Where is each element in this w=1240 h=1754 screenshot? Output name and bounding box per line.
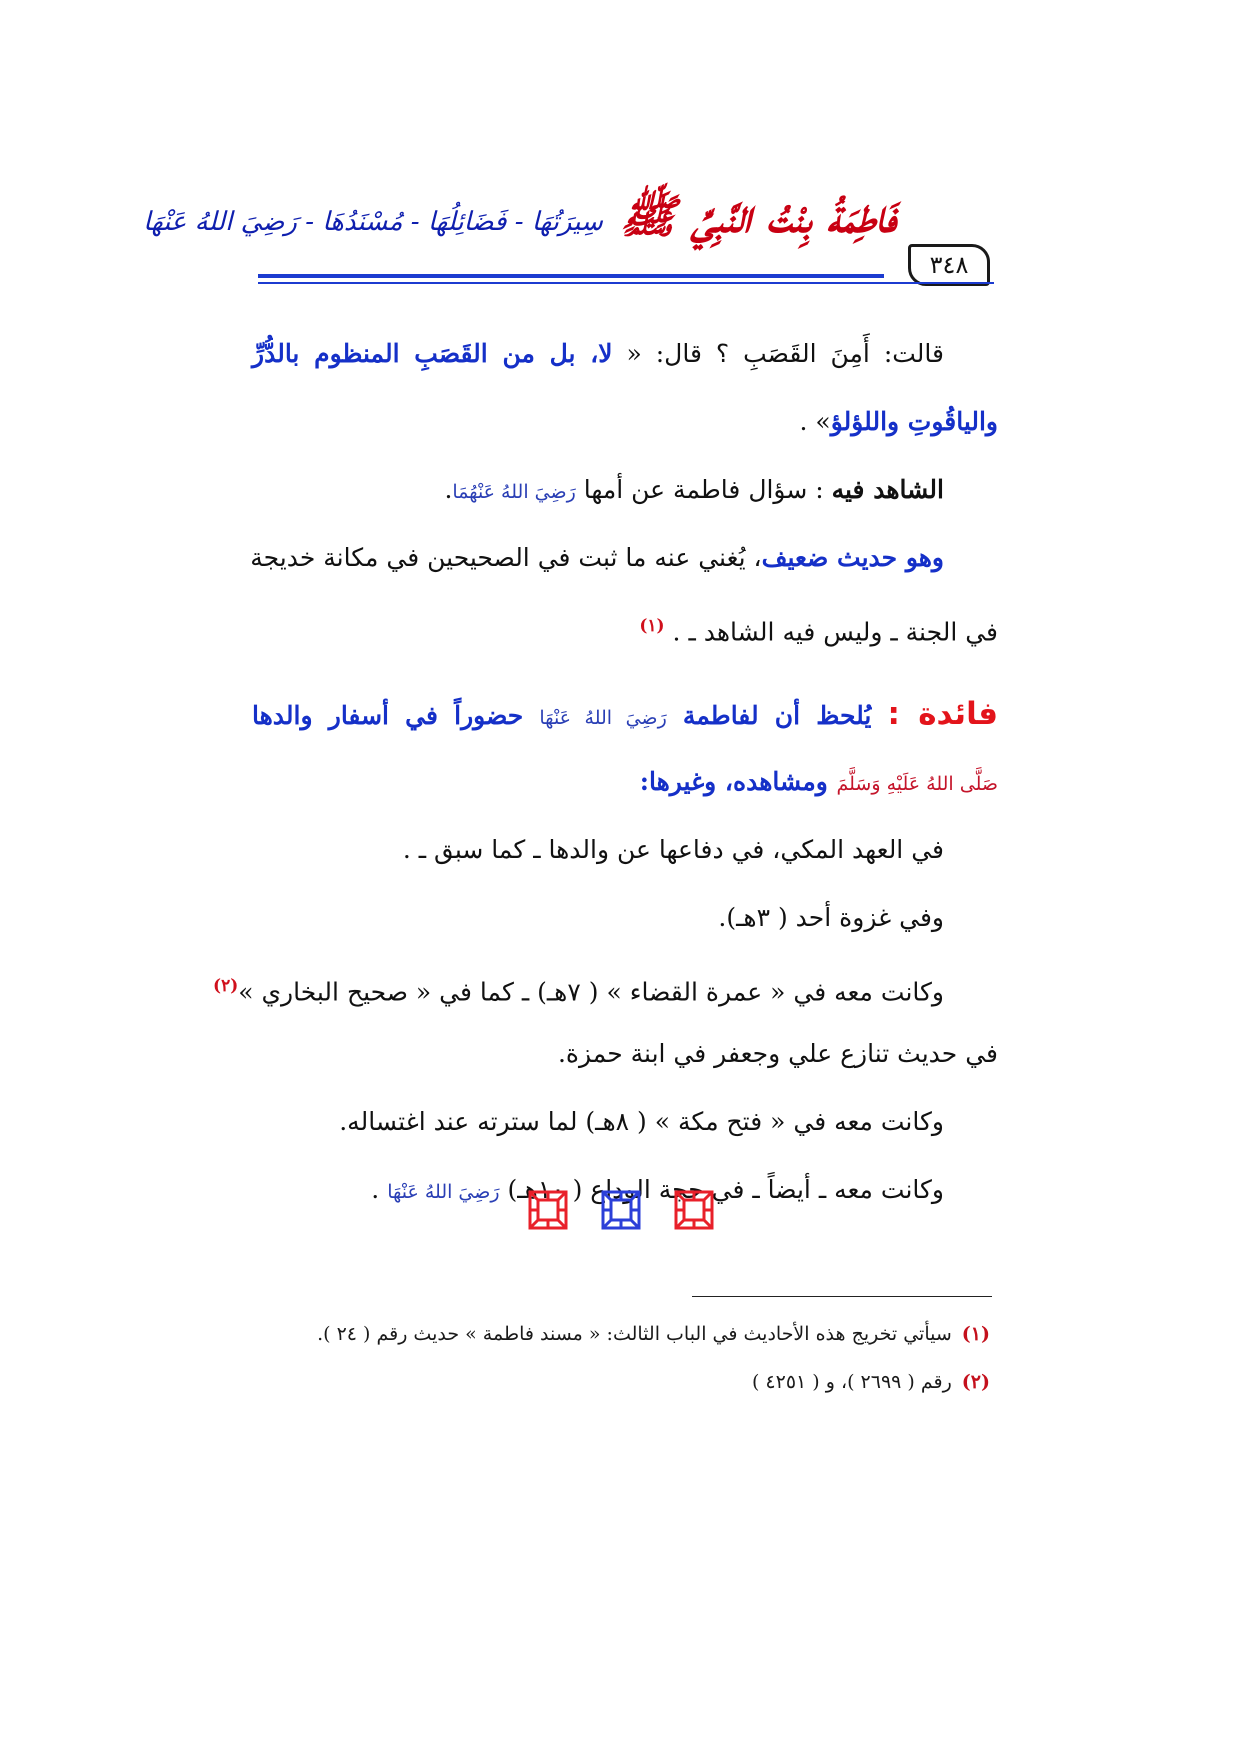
honorific-text: رَضِيَ اللهُ عَنْهَا: [387, 1181, 500, 1203]
quote-close: » .: [799, 407, 831, 436]
hadith-text: لا، بل من القَصَبِ المنظوم بالدُّرِّ: [252, 339, 613, 368]
honorific-text: رَضِيَ اللهُ عَنْهَا: [539, 707, 667, 729]
footnote-marker: (٢): [961, 1371, 990, 1393]
list-item-text: في العهد المكي، في دفاعها عن والدها ـ كما سبق ـ .: [402, 835, 944, 864]
section-end-ornaments: [526, 1188, 716, 1240]
list-item-text: في حديث تنازع علي وجعفر في ابنة حمزة.: [557, 1039, 998, 1068]
grading-rest: ، يُغني عنه ما ثبت في الصحيحين في مكانة خديجة: [250, 543, 762, 572]
square-knot-ornament-icon: [672, 1188, 716, 1232]
book-title-calligraphy: [143, 188, 896, 262]
grading-line2: في الجنة ـ وليس فيه الشاهد ـ .: [672, 617, 998, 647]
faida-text-end: حضوراً في أسفار والدها: [252, 701, 540, 730]
paragraph-line: [252, 456, 998, 524]
honorific-text: رَضِيَ اللهُ عَنْهُمَا: [452, 481, 576, 503]
faida-text-line2: ومشاهده، وغيرها:: [639, 767, 837, 796]
paragraph-line: [252, 748, 998, 816]
paragraph-line: [252, 592, 998, 660]
faida-label: فائدة :: [887, 696, 999, 732]
salawat-text: صَلَّى اللهُ عَلَيْهِ وَسَلَّمَ: [836, 773, 998, 795]
paragraph-line: [252, 524, 998, 592]
footnote-separator: [692, 1296, 992, 1297]
grading-text: وهو حديث ضعيف: [761, 543, 944, 572]
footnote-ref[interactable]: (٢): [213, 976, 239, 996]
paragraph-line: [252, 388, 998, 456]
list-item-text: وكانت معه في « فتح مكة » ( ٨هـ) لما سترته عند اغتساله.: [339, 1107, 944, 1136]
footnote-marker: (١): [961, 1323, 990, 1345]
body-text: [213, 320, 999, 1224]
list-item-text: وكانت معه في « عمرة القضاء » ( ٧هـ) ـ كما في « صحيح البخاري »: [238, 977, 944, 1007]
footnote-ref[interactable]: (١): [639, 616, 665, 636]
footnote-text: رقم ( ٢٦٩٩ )، و ( ٤٢٥١ ): [751, 1371, 952, 1393]
list-item-end: .: [371, 1175, 388, 1204]
footnote-1: [300, 1310, 990, 1358]
paragraph-line: [252, 320, 998, 388]
list-item: [252, 816, 998, 884]
footnote-text: سيأتي تخريج هذه الأحاديث في الباب الثالث: « مسند فاطمة » حديث رقم ( ٢٤ ).: [317, 1323, 952, 1345]
list-item-text: وكانت معه ـ أيضاً ـ في حجة الوداع ( ١٠هـ): [499, 1175, 944, 1204]
hadith-text-end: والياقُوتِ واللؤلؤ: [830, 407, 998, 436]
witness-text: : سؤال فاطمة عن أمها: [575, 475, 832, 504]
square-knot-ornament-icon: [526, 1188, 570, 1232]
book-title: فَاطِمَةُ بِنْتُ النَّبِيِّ ﷺ: [620, 189, 896, 243]
paragraph-line: [252, 680, 998, 748]
witness-label: الشاهد فيه: [831, 475, 944, 504]
page-number: ٣٤٨: [908, 244, 990, 286]
footnote-2: [300, 1358, 990, 1406]
faida-text: يُلحظ أن لفاطمة: [666, 701, 888, 730]
witness-end: .: [444, 475, 453, 504]
list-item-continued: [252, 1020, 998, 1088]
footnotes: [300, 1310, 990, 1406]
header-rule-bottom: [258, 282, 994, 284]
header-rule-top: [258, 274, 884, 278]
list-item: [252, 884, 998, 952]
quote-intro: قالت: أَمِنَ القَصَبِ ؟ قال: «: [612, 339, 944, 368]
list-item: [252, 1088, 998, 1156]
book-subtitle: سِيرَتُهَا - فَضَائِلُهَا - مُسْنَدُهَا - رَضِيَ اللهُ عَنْهَا: [143, 206, 603, 237]
list-item-text: وفي غزوة أحد ( ٣هـ).: [718, 903, 944, 932]
square-knot-ornament-icon: [599, 1188, 643, 1232]
list-item: [213, 952, 998, 1020]
